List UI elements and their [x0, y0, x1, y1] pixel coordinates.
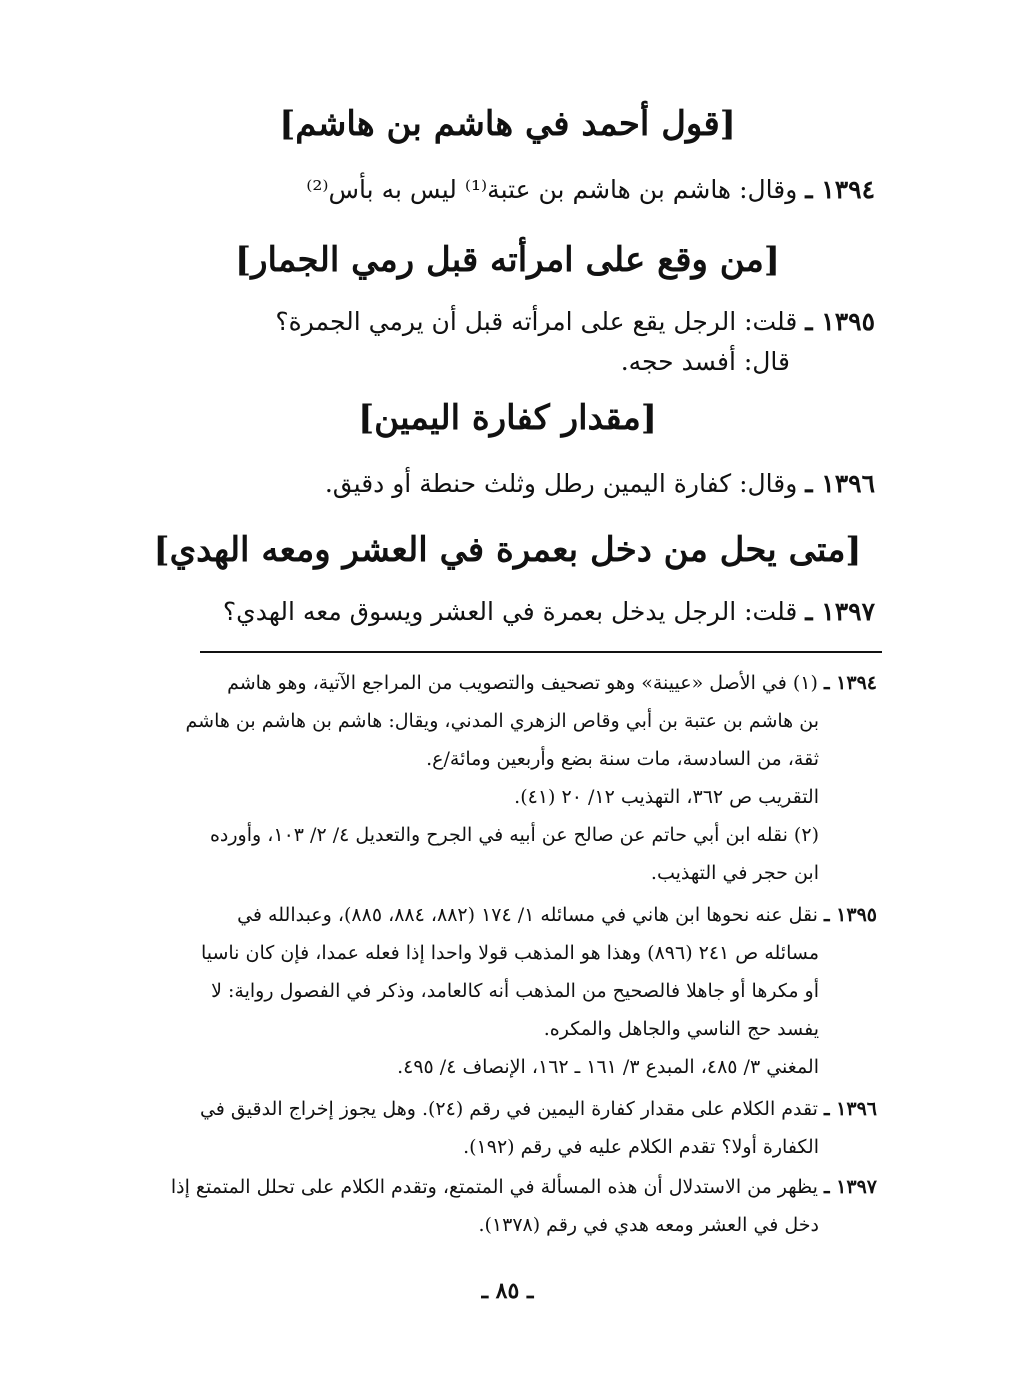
footnote-1397: [152, 1168, 877, 1244]
section-heading-hashim: [قول أحمد في هاشم بن هاشم]: [279, 104, 736, 144]
footnote-line: التقريب ص ٣٦٢، التهذيب ١٢/ ٢٠ (٤١).: [514, 786, 819, 808]
entry-number: ١٣٩٥ ـ: [805, 307, 875, 336]
section-heading-umrah: [متى يحل من دخل بعمرة في العشر ومعه الهدي]: [153, 530, 862, 570]
section-heading-expiation: [مقدار كفارة اليمين]: [358, 398, 657, 438]
entry-1397: [115, 592, 875, 632]
entry-text: قلت: الرجل يقع على امرأته قبل أن يرمي الجمرة؟: [275, 307, 798, 336]
entry-1396: [115, 464, 875, 504]
entry-1394: [115, 170, 875, 210]
footnote-line: يفسد حج الناسي والجاهل والمكره.: [543, 1018, 819, 1040]
footnote-line: يظهر من الاستدلال أن هذه المسألة في المتمتع، وتقدم الكلام على تحلل المتمتع إذا: [170, 1176, 818, 1198]
footnote-line: المغني ٣/ ٤٨٥، المبدع ٣/ ١٦١ ـ ١٦٢، الإنصاف ٤/ ٤٩٥.: [397, 1056, 819, 1078]
page-number: ـ ٨٥ ـ: [481, 1278, 534, 1304]
footnote-line: ابن حجر في التهذيب.: [650, 862, 819, 884]
entry-text: قلت: الرجل يدخل بعمرة في العشر ويسوق معه الهدي؟: [222, 597, 798, 626]
entry-number: ١٣٩٧ ـ: [805, 597, 875, 626]
entry-1395: [115, 302, 875, 382]
entry-answer: قال: أفسد حجه.: [620, 347, 790, 376]
footnote-1395: [152, 896, 877, 1086]
footnote-number: ١٣٩٦ ـ: [823, 1098, 877, 1120]
footnote-line: نقل عنه نحوها ابن هاني في مسائله ١/ ١٧٤ (٨٨٢، ٨٨٤، ٨٨٥)، وعبدالله في: [237, 904, 818, 926]
footnote-1396: [152, 1090, 877, 1166]
footnote-line: (٢) نقله ابن أبي حاتم عن صالح عن أبيه في الجرح والتعديل ٤/ ٢/ ١٠٣، وأورده: [209, 824, 819, 846]
footnote-number: ١٣٩٥ ـ: [823, 904, 877, 926]
footnote-line: تقدم الكلام على مقدار كفارة اليمين في رقم (٢٤). وهل يجوز إخراج الدقيق في: [199, 1098, 818, 1120]
footnote-number: ١٣٩٤ ـ: [823, 672, 877, 694]
footnote-divider: [200, 651, 882, 653]
footnote-line: مسائله ص ٢٤١ (٨٩٦) وهذا هو المذهب قولا واحدا إذا فعله عمدا، فإن كان ناسيا: [200, 942, 819, 964]
section-heading-intercourse: [من وقع على امرأته قبل رمي الجمار]: [235, 240, 780, 280]
footnote-line: بن هاشم بن عتبة بن أبي وقاص الزهري المدني، ويقال: هاشم بن هاشم بن هاشم: [185, 710, 819, 732]
entry-number: ١٣٩٤ ـ: [805, 175, 875, 204]
footnote-number: ١٣٩٧ ـ: [823, 1176, 877, 1198]
entry-text: وقال: هاشم بن هاشم بن عتبة⁽¹⁾ ليس به بأس⁽²⁾: [306, 175, 798, 204]
entry-text: وقال: كفارة اليمين رطل وثلث حنطة أو دقيق.: [324, 469, 798, 498]
footnote-line: الكفارة أولا؟ تقدم الكلام عليه في رقم (١٩٢).: [463, 1136, 819, 1158]
footnote-line: أو مكرها أو جاهلا فالصحيح من المذهب أنه كالعامد، وذكر في الفصول رواية: لا: [211, 980, 819, 1002]
footnote-line: دخل في العشر ومعه هدي في رقم (١٣٧٨).: [478, 1214, 819, 1236]
footnote-line: (١) في الأصل «عيينة» وهو تصحيف والتصويب من المراجع الآتية، وهو هاشم: [227, 672, 818, 694]
footnote-1394: [152, 664, 877, 892]
entry-number: ١٣٩٦ ـ: [805, 469, 875, 498]
footnote-line: ثقة، من السادسة، مات سنة بضع وأربعين ومائة/ع.: [426, 748, 819, 770]
